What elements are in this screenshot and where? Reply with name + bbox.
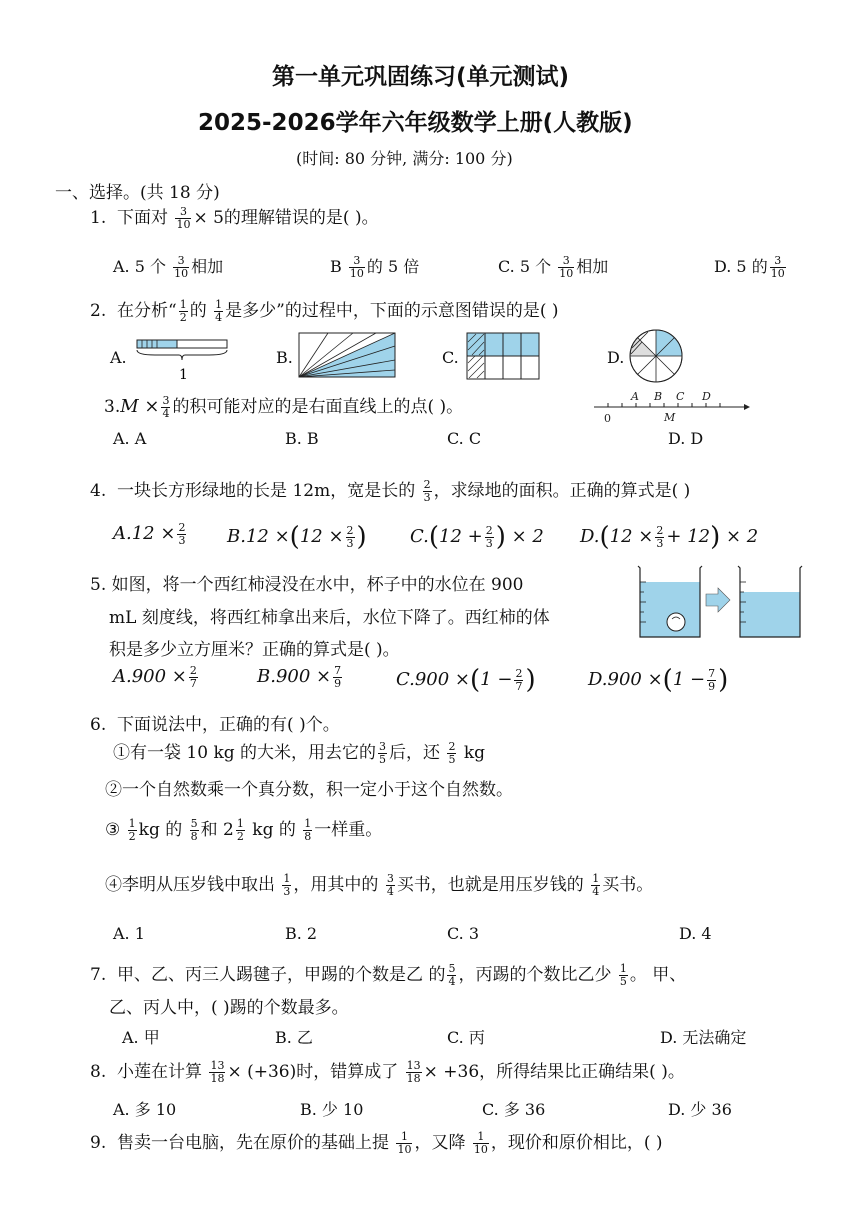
q5-option-c[interactable]: C.900 ×(1 − $\frac{2}{7}$ ) [396,665,536,695]
q5-option-a[interactable]: A.900 × $\frac{2}{7}$ [113,664,197,690]
question-5-line1: 5. 如图，将一个西红柿浸没在水中，杯子中的水位在 900 [90,575,524,595]
q6-option-d[interactable]: D. 4 [679,924,712,943]
q4-option-b[interactable]: B.12 ×(12 × $\frac{2}{3}$ ) [227,522,367,552]
q7-option-d[interactable]: D. 无法确定 [660,1028,747,1047]
question-7: 7. 甲、乙、丙三人踢毽子，甲踢的个数是乙 的 $\frac{5}{4}$ ，丙踢的个数比乙少 $\frac{1}{5}$ 。 甲、 [90,962,687,988]
page-title: 第一单元巩固练习(单元测试) [272,64,570,90]
q3-point-b: B [654,390,663,403]
q5-cups-illustration [636,562,806,640]
q3-point-a: A [631,390,639,403]
question-9: 9. 售卖一台电脑，先在原价的基础上提 $\frac{1}{10}$ ，又降 $\frac{1}{10}$ ，现价和原价相比，( ) [90,1130,663,1156]
q1-option-d[interactable]: D. 5 的 $\frac{3}{10}$ [714,254,785,280]
q8-option-b[interactable]: B. 少 10 [300,1100,364,1119]
q6-option-c[interactable]: C. 3 [447,924,480,943]
q8-option-d[interactable]: D. 少 36 [668,1100,732,1119]
q2-diagram-b [298,332,398,380]
q6-statement-4: ④李明从压岁钱中取出 $\frac{1}{3}$ ，用其中的 $\frac{3}{4}$ 买书，也就是用压岁钱的 $\frac{1}{4}$ 买书。 [105,872,654,898]
q3-option-d[interactable]: D. D [668,429,704,448]
question-5-line2: mL 刻度线，将西红柿拿出来后，水位下降了。西红柿的体 [109,608,550,628]
q6-option-b[interactable]: B. 2 [285,924,318,943]
q2-option-d[interactable]: D. [607,348,625,367]
q3-point-d: D [702,390,711,403]
question-4: 4. 一块长方形绿地的长是 12m，宽是长的 $\frac{2}{3}$ ，求绿地的面积。正确的算式是( ) [90,478,691,504]
q5-option-d[interactable]: D.900 ×(1 − $\frac{7}{9}$ ) [588,665,729,695]
exam-info: (时间: 80 分钟, 满分: 100 分) [296,149,513,168]
q3-point-c: C [676,390,685,403]
q2-diagram-c [466,332,542,382]
q2-diagram-a [135,337,230,382]
q2-option-b[interactable]: B. [276,348,293,367]
q2-option-c[interactable]: C. [442,348,459,367]
q2-option-a[interactable]: A. [110,348,127,367]
q1-option-a[interactable]: A. 5 个 $\frac{3}{10}$ 相加 [113,254,224,280]
question-2: 2. 在分析“ $\frac{1}{2}$ 的 $\frac{1}{4}$ 是多少”的过程中，下面的示意图错误的是( ) [90,298,559,324]
q7-option-b[interactable]: B. 乙 [275,1028,313,1047]
page-subtitle: 2025-2026学年六年级数学上册(人教版) [198,110,633,136]
q3-option-b[interactable]: B. B [285,429,319,448]
section-heading: 一、选择。(共 18 分) [55,183,220,203]
question-5-line3: 积是多少立方厘米？正确的算式是( )。 [109,640,400,660]
q6-statement-1: ①有一袋 10 kg 的大米，用去它的 $\frac{3}{5}$ 后，还 $\frac{2}{5}$ kg [113,740,486,766]
q3-number-line [592,385,752,427]
q5-option-b[interactable]: B.900 × $\frac{7}{9}$ [257,664,342,690]
q2-a-bracket-label: 1 [179,367,188,382]
q6-option-a[interactable]: A. 1 [113,924,145,943]
q1-option-b[interactable]: B $\frac{3}{10}$ 的 5 倍 [330,254,420,280]
q8-option-a[interactable]: A. 多 10 [113,1100,177,1119]
question-6: 6. 下面说法中，正确的有( )个。 [90,715,340,735]
q8-option-c[interactable]: C. 多 36 [482,1100,546,1119]
q3-point-m: M [664,411,676,424]
q4-option-d[interactable]: D.(12 × $\frac{2}{3}$ + 12) × 2 [580,522,759,552]
q2-diagram-d [628,328,684,384]
question-7-line2: 乙、丙人中，( )踢的个数最多。 [109,998,349,1018]
question-8: 8. 小莲在计算 $\frac{13}{18}$ × (+36)时，错算成了 $\frac{13}{18}$ × +36，所得结果比正确结果( )。 [90,1059,685,1085]
q4-option-c[interactable]: C.(12 + $\frac{2}{3}$ ) × 2 [410,522,544,552]
q4-option-a[interactable]: A.12 × $\frac{2}{3}$ [113,521,186,547]
q6-statement-2: ②一个自然数乘一个真分数，积一定小于这个自然数。 [105,780,513,800]
q7-option-c[interactable]: C. 丙 [447,1028,485,1047]
q1-option-c[interactable]: C. 5 个 $\frac{3}{10}$ 相加 [498,254,609,280]
q7-option-a[interactable]: A. 甲 [122,1028,160,1047]
q6-statement-3: ③ $\frac{1}{2}$ kg 的 $\frac{5}{8}$ 和 2 $\frac{1}{2}$ kg 的 $\frac{1}{8}$ 一样重。 [105,817,383,843]
question-3: 3.M × $\frac{3}{4}$ 的积可能对应的是右面直线上的点( )。 [104,394,464,420]
q3-zero: 0 [604,412,611,425]
q3-option-c[interactable]: C. C [447,429,482,448]
q3-option-a[interactable]: A. A [113,429,147,448]
question-1: 1. 下面对 $\frac{3}{10}$ × 5的理解错误的是( )。 [90,205,379,231]
